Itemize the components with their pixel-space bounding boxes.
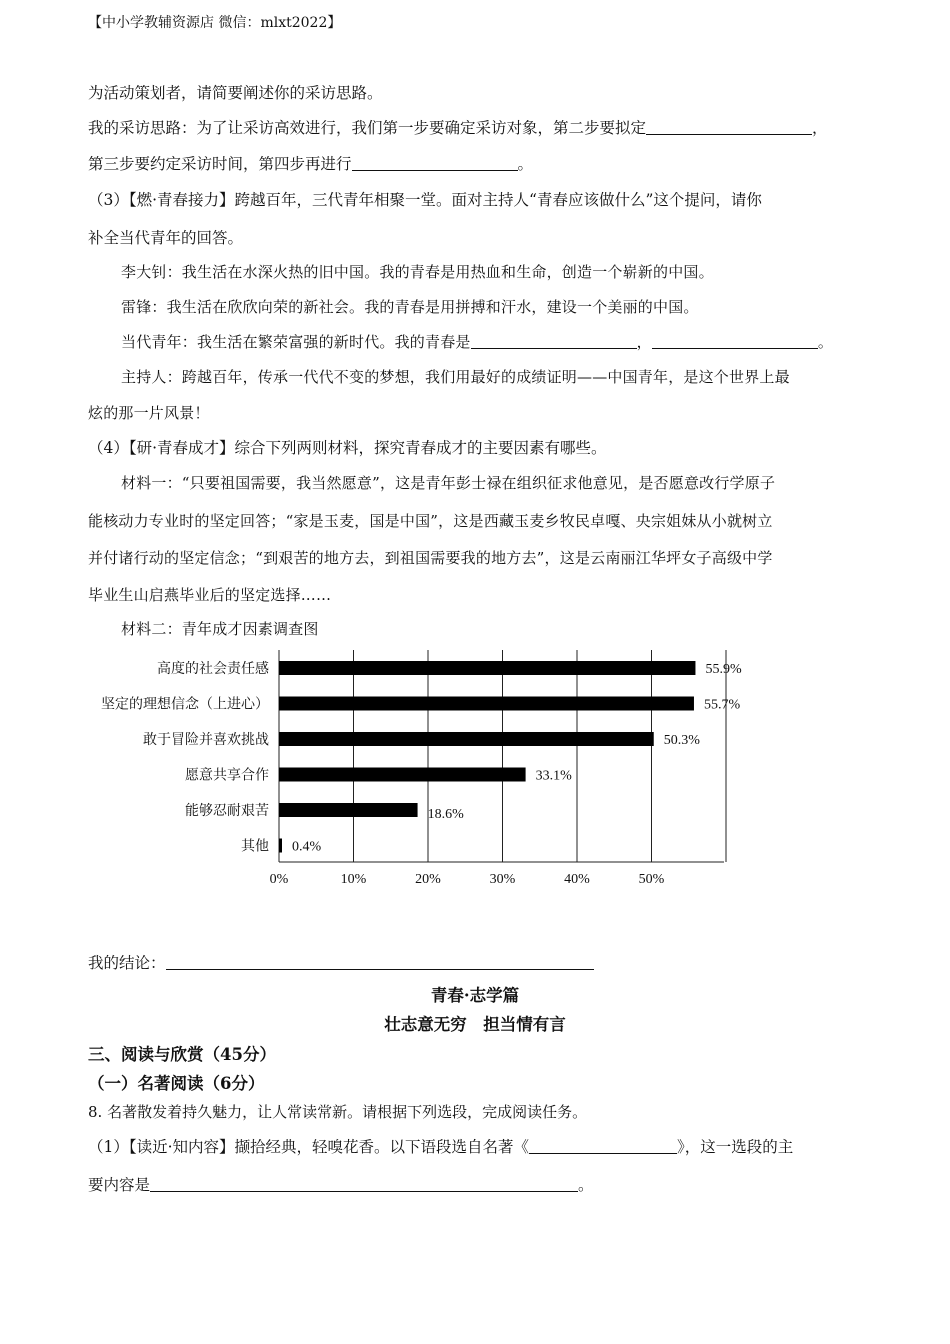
interview-plan-line: [88, 154, 533, 174]
interview-plan-line: [88, 118, 828, 138]
question-8: 8. 名著散发着持久魅力，让人常读常新。请根据下列选段，完成阅读任务。: [88, 1103, 588, 1121]
text: 我的采访思路：为了让采访高效进行，我们第一步要确定采访对象，第二步要拟定: [88, 119, 647, 137]
conclusion-blank[interactable]: [166, 955, 594, 970]
text: 》，这一选段的主: [677, 1138, 794, 1156]
bar: [279, 803, 418, 817]
summary-blank[interactable]: [150, 1177, 578, 1192]
question-4: （4）【研·青春成才】综合下列两则材料，探究青春成才的主要因素有哪些。: [88, 439, 607, 457]
question-3: （3）【燃·青春接力】跨越百年，三代青年相聚一堂。面对主持人“青春应该做什么”这个提问，请你: [88, 191, 762, 209]
host-line-cont: 炫的那一片风景！: [88, 404, 210, 422]
answer-blank[interactable]: [652, 334, 818, 349]
material-1-line: 毕业生山启燕毕业后的坚定选择……: [88, 586, 332, 604]
book-title-blank[interactable]: [529, 1139, 677, 1154]
section-title: 青春·志学篇: [430, 986, 520, 1005]
bar: [279, 839, 282, 853]
x-tick-label: 20%: [415, 872, 441, 887]
lei-feng-line: 雷锋：我生活在欣欣向荣的新社会。我的青春是用拼搏和汗水，建设一个美丽的中国。: [121, 298, 699, 316]
para-line: 为活动策划者，请简要阐述你的采访思路。: [88, 84, 383, 102]
survey-bar-chart: [80, 645, 780, 895]
category-label: 高度的社会责任感: [157, 662, 269, 677]
text: ，: [812, 119, 828, 137]
text: 。: [817, 333, 834, 351]
contemporary-youth-line: [121, 332, 833, 352]
category-label: 能够忍耐艰苦: [185, 804, 269, 819]
page-header: 【中小学教辅资源店 微信：mlxt2022】: [88, 15, 342, 31]
text: 。: [578, 1176, 594, 1194]
bar: [279, 661, 695, 675]
category-label: 敢于冒险并喜欢挑战: [143, 733, 269, 748]
category-label: 坚定的理想信念（上进心）: [101, 697, 269, 713]
material-1-line: 能核动力专业时的坚定回答；“家是玉麦，国是中国”，这是西藏玉麦乡牧民卓嘎、央宗姐妹从小就树立: [88, 512, 773, 530]
x-tick-label: 50%: [638, 872, 665, 887]
li-dazhao-line: 李大钊：我生活在水深火热的旧中国。我的青春是用热血和生命，创造一个崭新的中国。: [121, 263, 714, 281]
part-heading: 三、阅读与欣赏（45分）: [88, 1045, 276, 1064]
question-8-1: [88, 1137, 793, 1157]
value-label: 33.1%: [535, 768, 572, 784]
text: 第三步要约定采访时间，第四步再进行: [88, 155, 352, 173]
section-subtitle: 壮志意无穷 担当情有言: [384, 1015, 566, 1034]
material-2-caption: 材料二：青年成才因素调查图: [121, 620, 319, 638]
value-label: 55.9%: [705, 662, 742, 677]
question-3-cont: 补全当代青年的回答。: [88, 229, 244, 247]
bar: [279, 768, 526, 782]
conclusion-line: [88, 953, 594, 973]
value-label: 55.7%: [703, 697, 741, 713]
subpart-heading: （一）名著阅读（6分）: [88, 1074, 265, 1093]
conclusion-label: 我的结论：: [88, 954, 166, 972]
text: 。: [517, 155, 534, 173]
answer-blank[interactable]: [352, 156, 518, 171]
material-1-line: 材料一：“只要祖国需要，我当然愿意”，这是青年彭士禄在组织征求他意见，是否愿意改行学原子: [121, 474, 776, 492]
answer-blank[interactable]: [471, 334, 637, 349]
bar: [279, 697, 694, 711]
category-label: 愿意共享合作: [185, 768, 269, 784]
value-label: 0.4%: [292, 839, 322, 855]
host-line: 主持人：跨越百年，传承一代代不变的梦想，我们用最好的成绩证明——中国青年，是这个世界上最: [121, 368, 790, 386]
category-label: 其他: [241, 839, 269, 855]
value-label: 50.3%: [663, 733, 700, 748]
question-8-1-cont: [88, 1175, 594, 1195]
x-tick-label: 10%: [340, 872, 367, 887]
x-tick-label: 30%: [489, 872, 516, 887]
x-tick-label: 0%: [269, 872, 289, 887]
material-1-line: 并付诸行动的坚定信念；“到艰苦的地方去，到祖国需要我的地方去”，这是云南丽江华坪女子高级中学: [88, 549, 773, 567]
value-label: 18.6%: [427, 807, 464, 822]
bar: [279, 732, 654, 746]
x-tick-label: 40%: [564, 872, 590, 887]
text: 当代青年：我生活在繁荣富强的新时代。我的青春是: [121, 333, 471, 351]
answer-blank[interactable]: [646, 120, 812, 135]
text: （1）【读近·知内容】撷拾经典，轻嗅花香。以下语段选自名著《: [88, 1138, 530, 1156]
text: 要内容是: [88, 1176, 151, 1194]
text: ，: [636, 333, 652, 351]
